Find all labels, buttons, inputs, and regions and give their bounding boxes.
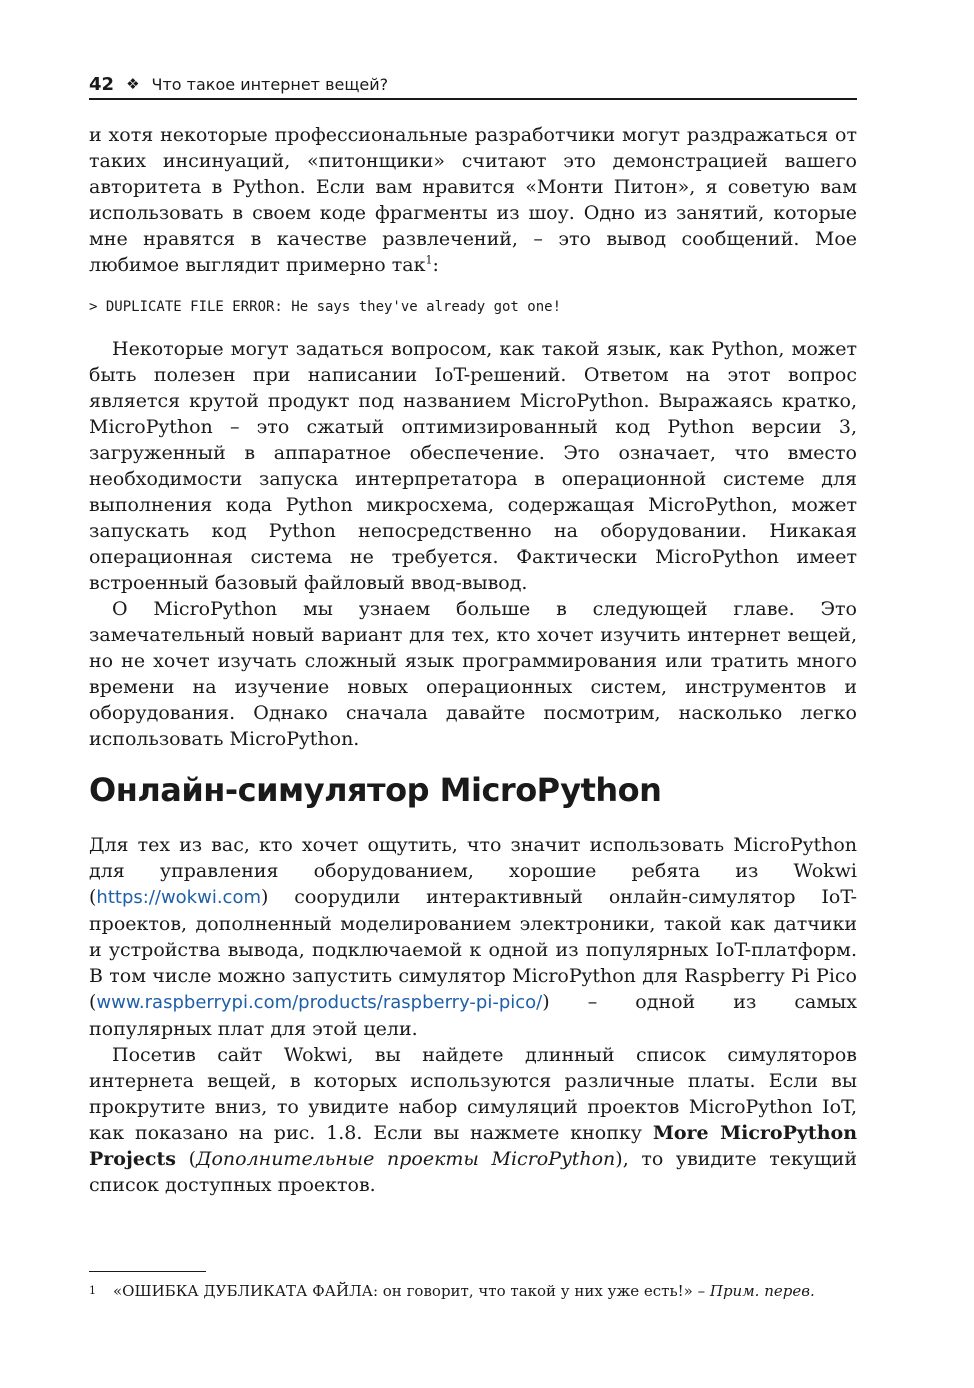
footnote-note: Прим. перев. [709, 1282, 815, 1300]
text-run: ) – одной из самых популярных плат для этой цели. [89, 991, 857, 1040]
translation-italic: Дополнительные проекты MicroPython [196, 1148, 616, 1170]
intro-text: и хотя некоторые профессиональные разработчики могут раздражаться от таких инсинуаций, «питонщики» считают это демонстрацией вашего авторитета в Python. Если вам нравится «Монти Питон», я советую вам использовать в своем коде фрагменты из шоу. Одно из занятий, которые мне нравятся в качестве развлечений, – это вывод сообщений. Мое любимое выглядит примерно так [89, 124, 857, 276]
page-number: 42 [89, 73, 115, 95]
text-run: ), то увидите текущий список доступных проектов. [89, 1148, 857, 1196]
paragraph-projects [89, 1042, 857, 1198]
footnote [89, 1280, 857, 1302]
paragraph-micropython-next: О MicroPython мы узнаем больше в следующей главе. Это замечательный новый вариант для тех, кто хочет изучить интернет вещей, но не хочет изучать сложный язык программирования или тратить много времени на изучение новых операционных систем, инструментов и оборудования. Однако сначала давайте посмотрим, насколько легко использовать MicroPython. [89, 598, 857, 750]
chapter-title: Что такое интернет вещей? [151, 74, 389, 94]
text-run: Посетив сайт Wokwi, вы найдете длинный список симуляторов интернета вещей, в которых используются различные платы. Если вы прокрутите вниз, то увидите набор симуляций проектов MicroPython IoT, как показано на рис. 1.8. Если вы нажмете кнопку [89, 1044, 857, 1144]
section-body [89, 832, 857, 1198]
intro-tail: : [432, 254, 439, 276]
ui-term-bold: More MicroPython Projects [89, 1122, 858, 1170]
text-run: ( [175, 1148, 197, 1170]
wokwi-link[interactable]: https://wokwi.com [96, 887, 261, 908]
running-header [89, 70, 857, 100]
footnote-text [113, 1280, 857, 1302]
text-run: Для тех из вас, кто хочет ощутить, что значит использовать MicroPython для управления оборудованием, хорошие ребята из Wokwi ( [89, 834, 857, 908]
text-run: ) соорудили интерактивный онлайн-симулятор IoT-проектов, дополненный моделированием электроники, такой как датчики и устройства вывода, подключаемой к одной из популярных IoT-платформ. В том числе можно запустить симулятор MicroPython для Raspberry Pi Pico ( [89, 886, 857, 1013]
footnote-divider [89, 1271, 206, 1272]
footnote-body: «ОШИБКА ДУБЛИКАТА ФАЙЛА: он говорит, что такой у них уже есть!» – [113, 1282, 710, 1300]
paragraph-wokwi [89, 832, 857, 1042]
footnote-number: 1 [89, 1284, 96, 1297]
body-paragraphs [89, 336, 857, 752]
section-heading: Онлайн-симулятор MicroPython [89, 771, 662, 809]
code-block: > DUPLICATE FILE ERROR: He says they've already got one! [89, 299, 562, 315]
raspberrypi-link[interactable]: www.raspberrypi.com/products/raspberry-pi-pico/ [96, 992, 543, 1013]
footnote-ref[interactable]: 1 [425, 253, 433, 267]
paragraph-micropython-intro: Некоторые могут задаться вопросом, как такой язык, как Python, может быть полезен при написании IoT-решений. Ответом на этот вопрос является крутой продукт под названием MicroPython. Выражаясь кратко, MicroPython – это сжатый оптимизированный код Python версии 3, загруженный в аппаратное обеспечение. Это означает, что вместо необходимости запуска интерпретатора в операционной системе для выполнения кода Python микросхема, содержащая MicroPython, может запускать код Python непосредственно на оборудовании. Никакая операционная система не требуется. Фактически MicroPython имеет встроенный базовый файловый ввод-вывод. [89, 338, 857, 594]
intro-paragraph [89, 122, 857, 278]
ornament-icon: ❖ [126, 75, 140, 93]
